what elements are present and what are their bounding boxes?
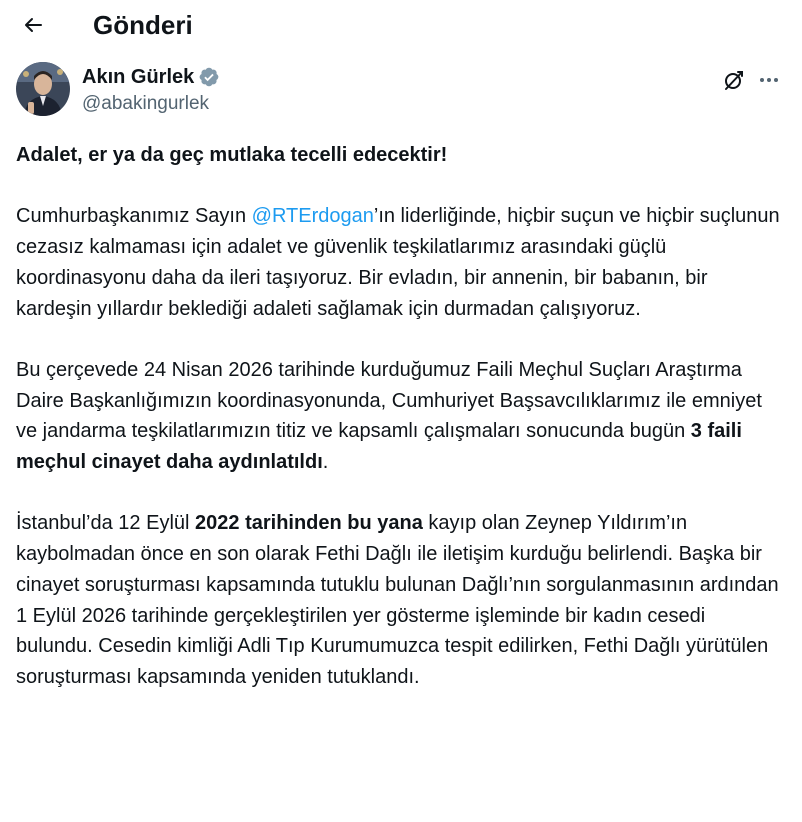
p2-text-start: Bu çerçevede 24 Nisan 2026 tarihinde kurduğumuz Faili Meçhul Suçları Araştırma Daire Başkanlığımızın koordinasyonunda, Cumhuriyet Başsavcılıklarımız ile emniyet ve jandarma teşkilatlarımızın titiz ve kapsamlı çalışmaları sonucunda bugün <box>16 358 762 443</box>
user-handle[interactable]: @abakingurlek <box>82 93 210 114</box>
p2-bold-text: 3 faili meçhul cinayet daha aydınlatıldı <box>16 420 742 473</box>
more-horizontal-icon <box>757 68 781 92</box>
tweet-lead: Adalet, er ya da geç mutlaka tecelli edecektir! <box>16 144 448 166</box>
display-name[interactable]: Akın Gürlek <box>82 66 195 88</box>
p1-text-start: Cumhurbaşkanımız Sayın <box>16 205 252 228</box>
tweet-author <box>16 62 786 120</box>
top-bar <box>0 0 802 50</box>
grok-icon <box>722 68 746 92</box>
p1-text-end: ’ın liderliğinde, hiçbir suçun ve hiçbir suçlunun cezasız kalmaması için adalet ve güvenlik teşkilatlarımız arasındaki güçlü koordinasyonu daha da ileri taşıyoruz. Bir evladın, bir annenin, bir babanın, bir kardeşin yıllardır beklediği adaleti sağlamak için durmadan çalışıyoruz. <box>16 205 780 320</box>
p3-text-start: İstanbul’da 12 Eylül <box>16 512 196 535</box>
tweet-paragraph-2 <box>16 355 786 478</box>
avatar[interactable] <box>16 62 70 116</box>
tweet-text <box>16 140 786 723</box>
page-title: Gönderi <box>93 10 193 40</box>
arrow-left-icon <box>21 13 45 37</box>
p3-text-end: kayıp olan Zeynep Yıldırım’ın kaybolmadan önce en son olarak Fethi Dağlı ile iletişim kurduğu belirlendi. Başka bir cinayet soruşturması kapsamında tutuklu bulunan Dağlı’nın sorgulanmasının ardından 1 Eylül 2026 tarihinde gerçekleştirilen yer gösterme işleminde bir kadın cesedi bulundu. Cesedin kimliği Adli Tıp Kurumumuzca tespit edilirken, Fethi Dağlı yürütülen soruşturması kapsamında yeniden tutuklandı. <box>16 512 779 688</box>
tweet-paragraph-1 <box>16 201 786 324</box>
mention-link[interactable]: @RTErdogan <box>251 205 374 228</box>
p2-text-end: . <box>322 451 329 473</box>
more-button[interactable] <box>754 65 784 95</box>
grok-button[interactable] <box>719 65 749 95</box>
tweet-paragraph-3 <box>16 508 786 692</box>
p3-bold-text: 2022 tarihinden bu yana <box>195 512 423 535</box>
back-button[interactable] <box>16 8 50 42</box>
verified-badge-icon <box>198 66 220 88</box>
